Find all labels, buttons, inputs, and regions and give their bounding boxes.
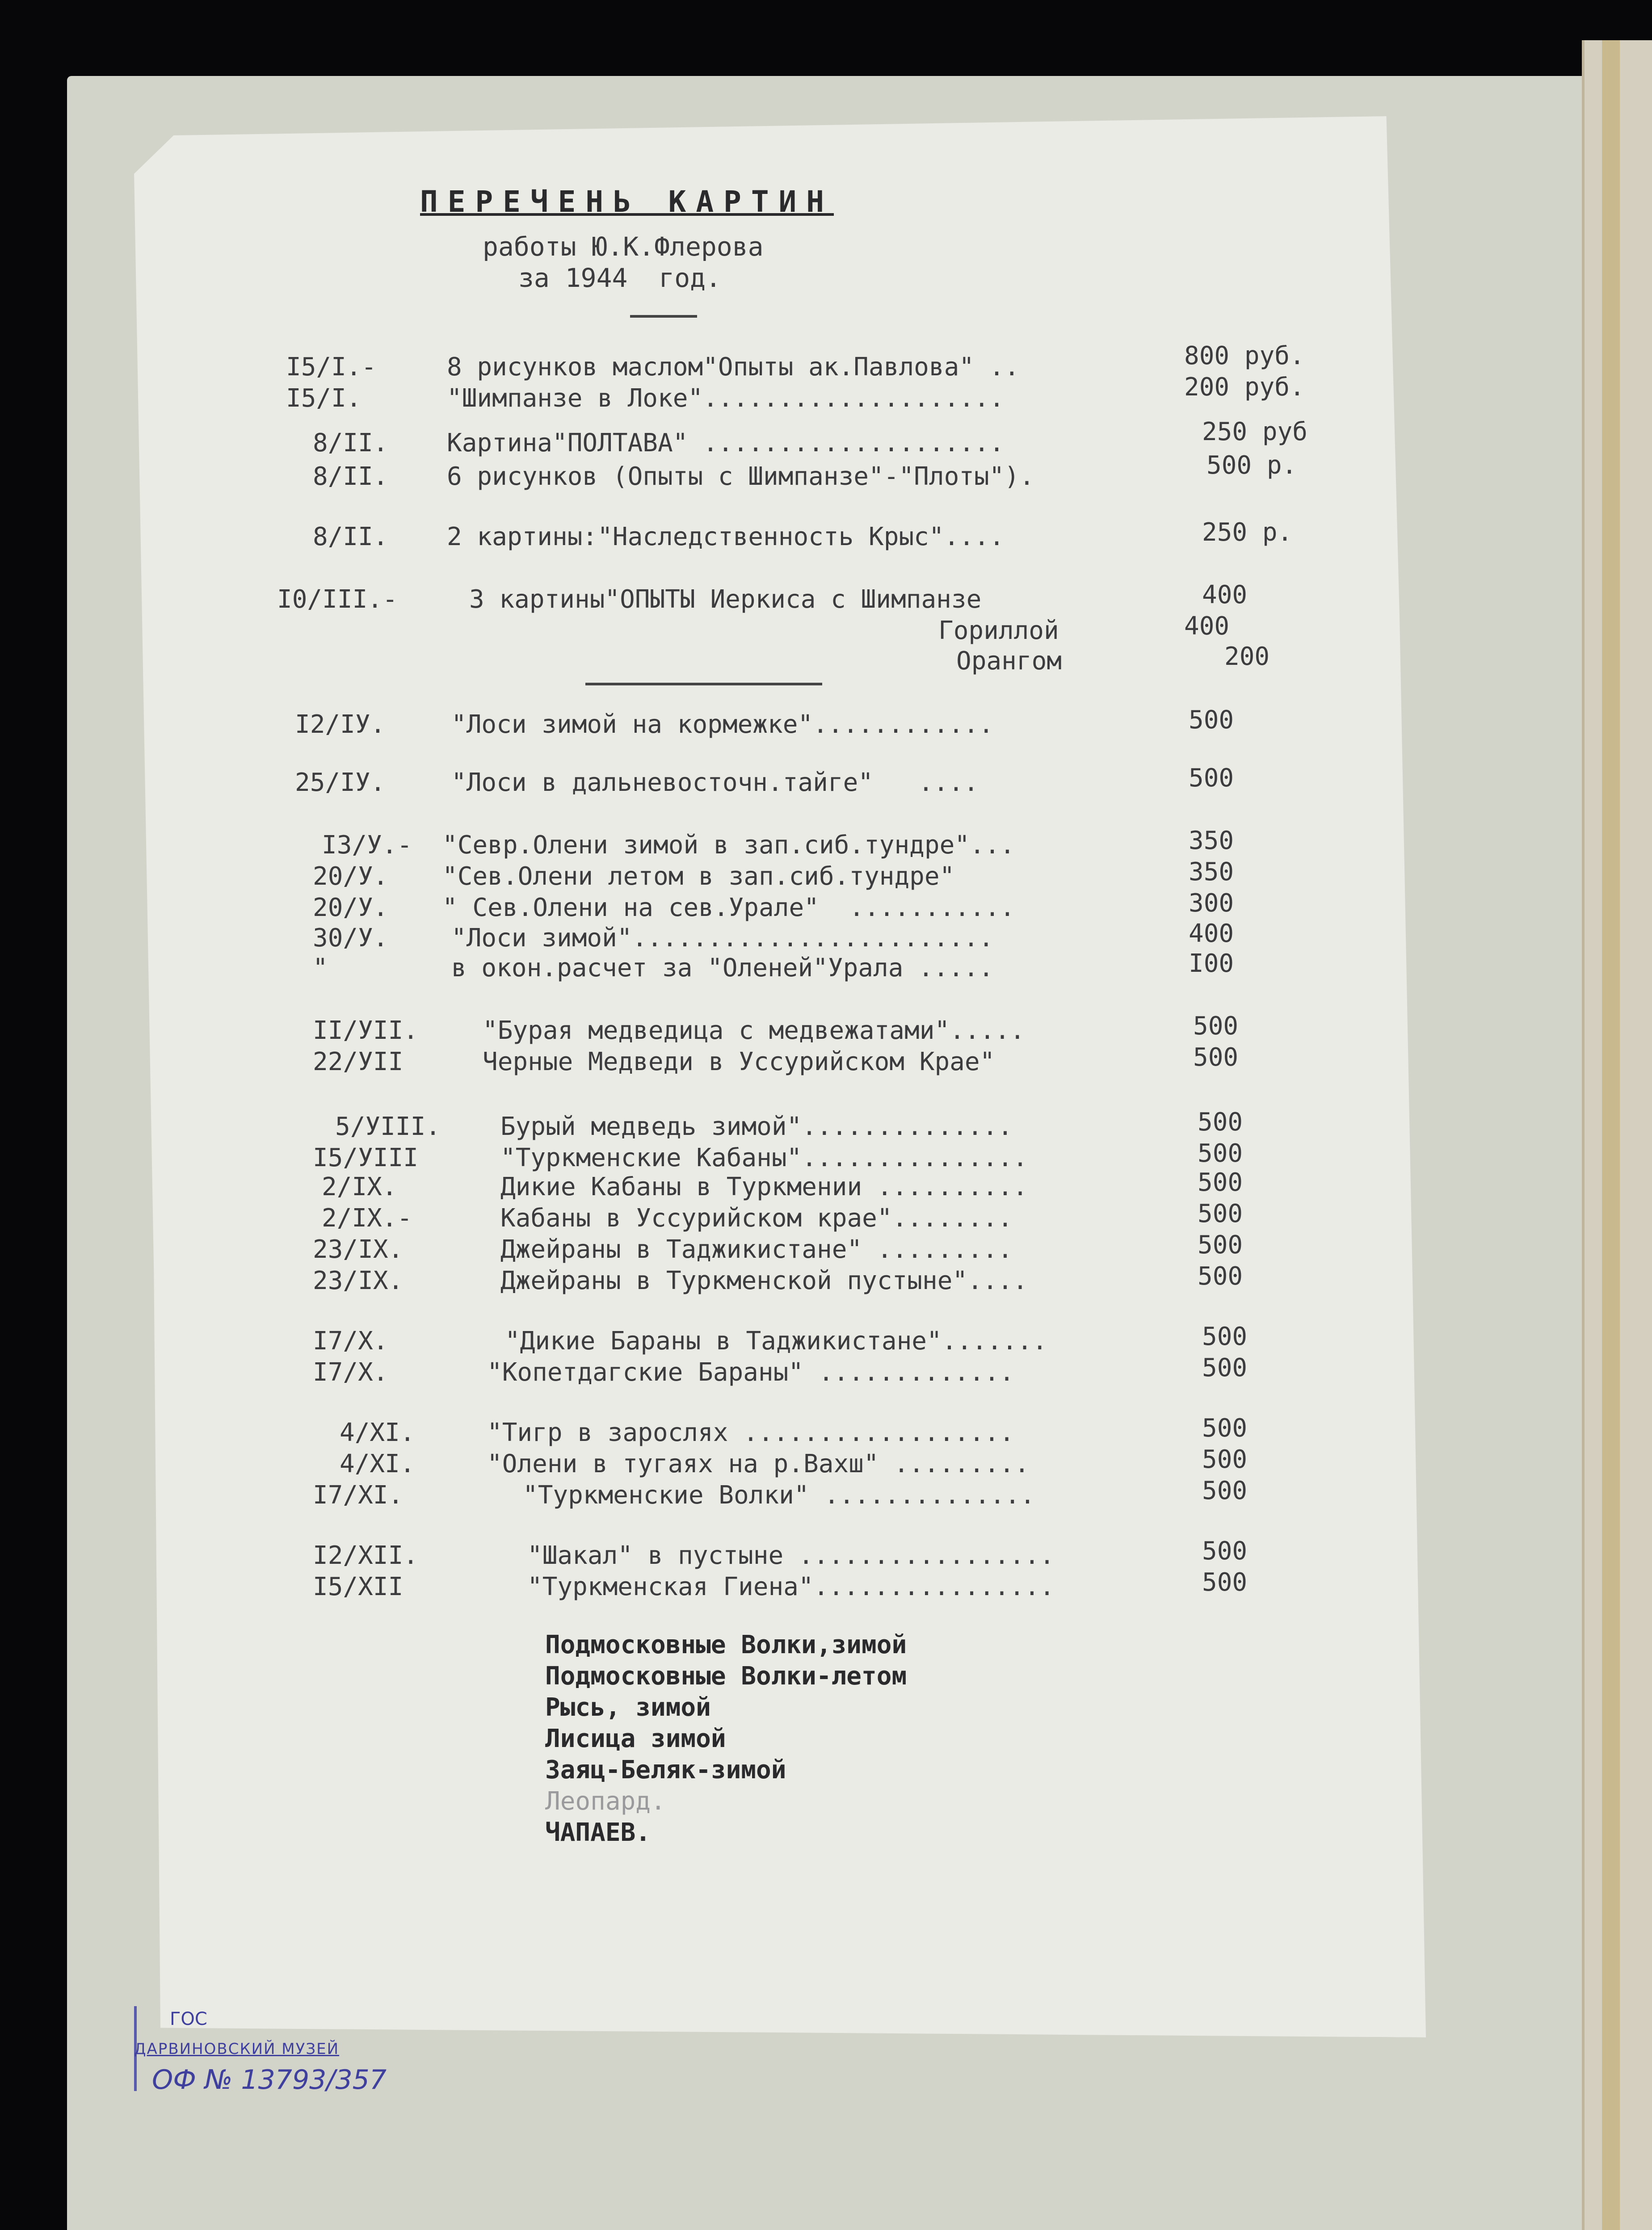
entry-date: II/УII. [313, 1016, 419, 1045]
entry-title: Картина"ПОЛТАВА" .................... [447, 428, 1005, 458]
entry-price: 200 руб. [1184, 373, 1305, 402]
entry-title: "Сев.Олени летом в зап.сиб.тундре" [442, 862, 955, 891]
entry-date: 8/II. [313, 462, 388, 491]
entry-price: 400 [1189, 919, 1234, 948]
entry-date: 22/УII [313, 1047, 404, 1076]
entry-date: I0/III.- [277, 585, 398, 614]
entry-price: 350 [1189, 857, 1234, 886]
entry-title: "Лоси зимой"........................ [451, 924, 994, 953]
entry-price: 500 [1202, 1353, 1248, 1382]
entry-date: 4/XI. [340, 1418, 415, 1447]
entry-title: Джейраны в Туркменской пустыне".... [500, 1266, 1028, 1295]
entry-date: 5/УIII. [335, 1112, 441, 1141]
entry-price: 350 [1189, 826, 1234, 855]
entry-price: 800 руб. [1184, 341, 1305, 370]
entry-date: " [313, 953, 328, 983]
entry-price: 200 [1224, 642, 1270, 671]
entry-title: 2 картины:"Наследственность Крыс".... [447, 522, 1005, 551]
entry-price: 500 [1202, 1568, 1248, 1597]
entry-date: I7/X. [313, 1358, 388, 1387]
entry-date: 23/IX. [313, 1235, 404, 1264]
entry-price: 500 [1198, 1168, 1243, 1197]
entry-date: I2/IУ. [295, 710, 386, 739]
entry-date: 20/У. [313, 862, 388, 891]
entry-price: 500 [1198, 1262, 1243, 1291]
faint-stamp-mark [1148, 1872, 1354, 1935]
document-title: ПЕРЕЧЕНЬ КАРТИН [420, 185, 834, 219]
entry-title: "Туркменские Кабаны"............... [500, 1143, 1028, 1172]
entry-date: 25/IУ. [295, 768, 386, 797]
entry-date: 20/У. [313, 893, 388, 922]
unpriced-work: Заяц-Беляк-зимой [545, 1755, 786, 1785]
entry-date: 4/XI. [340, 1449, 415, 1478]
entry-title: Дикие Кабаны в Туркмении .......... [500, 1172, 1028, 1201]
entry-title: "Дикие Бараны в Таджикистане"....... [505, 1327, 1047, 1356]
entry-date: I3/У.- [322, 831, 412, 860]
entry-date: I5/XII [313, 1572, 404, 1601]
entry-title: "Севр.Олени зимой в зап.сиб.тундре"... [442, 831, 1015, 860]
entry-title: 8 рисунков маслом"Опыты ак.Павлова" .. [447, 353, 1020, 382]
entry-date: 23/IX. [313, 1266, 404, 1295]
entry-price: 250 р. [1202, 518, 1293, 547]
folder-fold [1602, 40, 1620, 2230]
unpriced-work: Лисица зимой [545, 1724, 726, 1753]
entry-price: 500 р. [1206, 451, 1297, 480]
entry-price: 500 [1193, 1012, 1239, 1041]
entry-date: I7/X. [313, 1327, 388, 1356]
section-divider [585, 683, 822, 685]
entry-date: I7/XI. [313, 1481, 404, 1510]
unpriced-work: Леопард. [545, 1787, 666, 1816]
entry-title: "Тигр в зарослях .................. [487, 1418, 1015, 1447]
entry-price: 500 [1198, 1108, 1243, 1137]
stamp-line-2: ДАРВИНОВСКИЙ МУЗЕЙ [134, 2040, 340, 2058]
entry-date: I5/УIII [313, 1143, 419, 1172]
entry-price: 500 [1189, 706, 1234, 735]
entry-title: "Шакал" в пустыне ................. [527, 1541, 1055, 1570]
entry-title: "Лоси зимой на кормежке"............ [451, 710, 994, 739]
entry-date: 30/У. [313, 924, 388, 953]
entry-title: Кабаны в Уссурийском крае"........ [500, 1204, 1013, 1233]
entry-title: "Копетдагские Бараны" ............. [487, 1358, 1015, 1387]
entry-price: 250 руб [1202, 417, 1308, 446]
unpriced-work: Подмосковные Волки,зимой [545, 1630, 907, 1659]
entry-title: "Лоси в дальневосточн.тайге" .... [451, 768, 979, 797]
entry-date: I2/XII. [313, 1541, 419, 1570]
entry-title: " Сев.Олени на сев.Урале" ........... [442, 893, 1015, 922]
entry-price: I00 [1189, 949, 1234, 978]
entry-title: Бурый медведь зимой".............. [500, 1112, 1013, 1141]
unpriced-work: ЧАПАЕВ. [545, 1818, 651, 1847]
entry-title: "Шимпанзе в Локе".................... [447, 384, 1005, 413]
entry-date: 8/II. [313, 428, 388, 458]
entry-date: I5/I.- [286, 353, 377, 382]
entry-date: 2/IX.- [322, 1204, 412, 1233]
stamp-inventory-number: ОФ № 13793/357 [152, 2064, 387, 2096]
entry-price: 500 [1202, 1322, 1248, 1351]
entry-date: 2/IX. [322, 1172, 397, 1201]
entry-price: 300 [1189, 889, 1234, 918]
document-subtitle: работы Ю.К.Флерова [483, 231, 764, 262]
entry-price: 500 [1202, 1537, 1248, 1566]
divider [630, 315, 697, 318]
entry-title: "Бурая медведица с медвежатами"..... [483, 1016, 1025, 1045]
document-year: за 1944 год. [518, 263, 721, 293]
entry-price: 500 [1193, 1043, 1239, 1072]
entry-title: 3 картины"ОПЫТЫ Иеркиса с Шимпанзе [469, 585, 982, 614]
entry-price: 500 [1189, 764, 1234, 793]
entry-date: I5/I. [286, 384, 362, 413]
unpriced-work: Подмосковные Волки-летом [545, 1662, 907, 1691]
entry-title: "Туркменские Волки" .............. [523, 1481, 1035, 1510]
entry-title: в окон.расчет за "Оленей"Урала ..... [451, 953, 994, 983]
entry-title: Джейраны в Таджикистане" ......... [500, 1235, 1013, 1264]
entry-price: 500 [1198, 1230, 1243, 1260]
entry-title: Орангом [956, 647, 1062, 676]
entry-title: Гориллой [938, 616, 1059, 645]
archive-stamp [134, 2006, 442, 2096]
entry-price: 400 [1184, 612, 1230, 641]
entry-title: 6 рисунков (Опыты с Шимпанзе"-"Плоты"). [447, 462, 1034, 491]
entry-title: "Олени в тугаях на р.Вахш" ......... [487, 1449, 1030, 1478]
entry-price: 500 [1198, 1199, 1243, 1228]
entry-title: "Туркменская Гиена"................ [527, 1572, 1055, 1601]
unpriced-work: Рысь, зимой [545, 1693, 711, 1722]
entry-price: 500 [1202, 1476, 1248, 1505]
entry-price: 500 [1202, 1445, 1248, 1474]
entry-price: 400 [1202, 580, 1248, 609]
entry-price: 500 [1202, 1414, 1248, 1443]
entry-price: 500 [1198, 1139, 1243, 1168]
entry-date: 8/II. [313, 522, 388, 551]
entry-title: Черные Медведи в Уссурийском Крае" [483, 1047, 995, 1076]
stamp-line-1: ГОС [170, 2009, 207, 2029]
